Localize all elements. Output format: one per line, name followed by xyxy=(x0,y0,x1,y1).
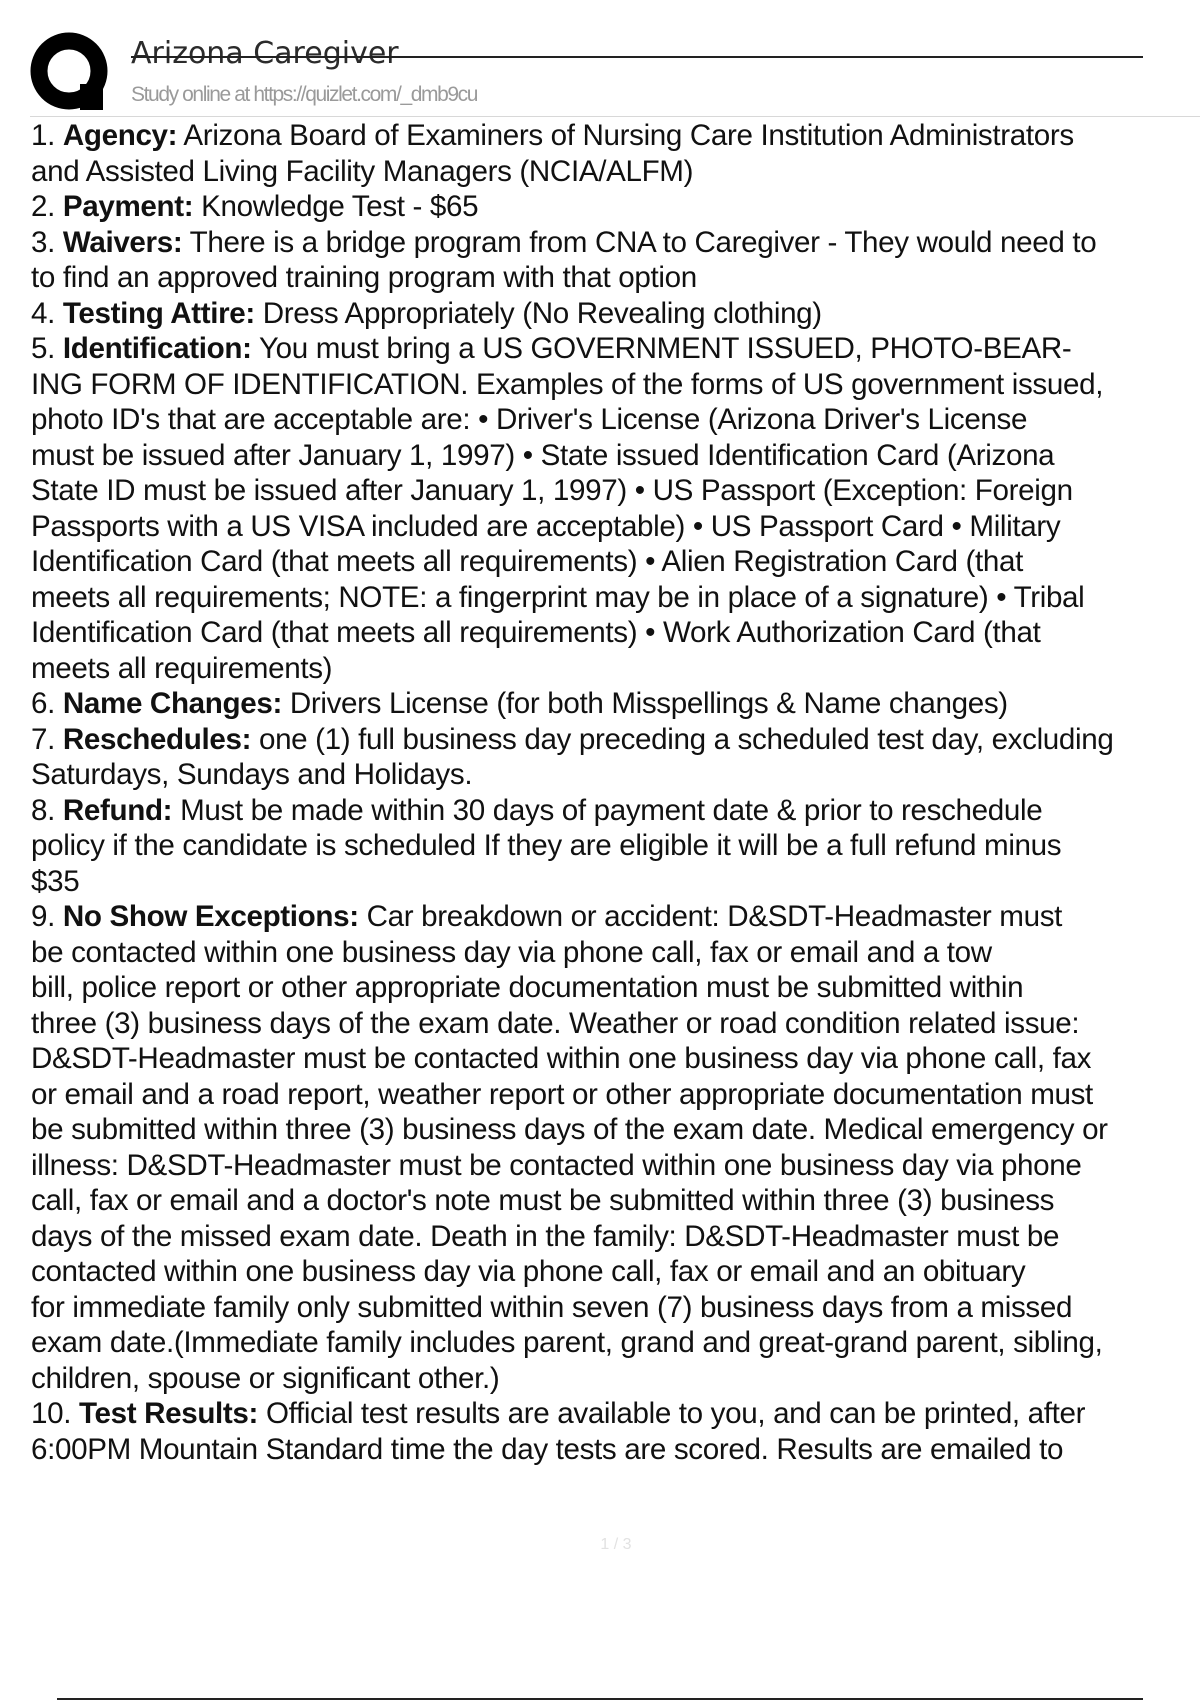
item-definition: or email and a road report, weather report or other appropriate documentation must xyxy=(31,1077,1093,1111)
flashcard-item xyxy=(31,899,1200,1396)
text-line xyxy=(31,1254,1200,1290)
item-definition: call, fax or email and a doctor's note must be submitted within three (3) business xyxy=(31,1184,1055,1217)
flashcard-item xyxy=(31,189,1200,225)
text-line xyxy=(31,793,1200,829)
item-definition: $35 xyxy=(31,864,80,898)
text-line xyxy=(31,580,1200,616)
item-definition: ING FORM OF IDENTIFICATION. Examples of the forms of US government issued, xyxy=(31,367,1104,401)
item-definition: Identification Card (that meets all requirements) • Work Authorization Card (that xyxy=(31,616,1041,649)
text-line xyxy=(31,402,1200,438)
text-line xyxy=(31,118,1200,154)
page-header xyxy=(0,0,1200,118)
flashcard-item xyxy=(31,331,1200,686)
item-definition: Passports with a US VISA included are acceptable) • US Passport Card • Military xyxy=(31,509,1061,543)
text-line xyxy=(31,1041,1200,1077)
item-definition: Dress Appropriately (No Revealing clothing) xyxy=(262,296,822,330)
item-term: Payment: xyxy=(62,190,194,223)
item-definition: Must be made within 30 days of payment date & prior to reschedule xyxy=(180,793,1043,827)
item-definition: must be issued after January 1, 1997) • State issued Identification Card (Arizona xyxy=(31,438,1055,472)
text-line xyxy=(31,970,1200,1006)
item-number: 9. xyxy=(31,900,55,933)
quizlet-logo-icon xyxy=(30,32,114,116)
flashcard-item xyxy=(31,722,1200,793)
text-line xyxy=(31,509,1200,545)
flashcard-list xyxy=(31,118,1200,1467)
header-divider xyxy=(30,116,1200,117)
item-term: Refund: xyxy=(62,793,173,827)
text-line xyxy=(31,615,1200,651)
text-line xyxy=(31,367,1200,403)
flashcard-item xyxy=(31,686,1200,722)
item-definition: one (1) full business day preceding a scheduled test day, excluding xyxy=(258,722,1114,756)
text-line xyxy=(31,1432,1200,1468)
item-definition: 6:00PM Mountain Standard time the day tests are scored. Results are emailed to xyxy=(31,1432,1064,1466)
page-number: 1 / 3 xyxy=(600,1536,632,1553)
text-line xyxy=(31,1290,1200,1326)
text-line xyxy=(31,864,1200,900)
item-number: 1. xyxy=(31,119,55,152)
text-line xyxy=(31,296,1200,332)
item-number: 8. xyxy=(31,793,55,827)
text-line xyxy=(31,1325,1200,1361)
item-definition: meets all requirements) xyxy=(31,651,333,685)
item-definition: State ID must be issued after January 1, 1997) • US Passport (Exception: Foreign xyxy=(31,474,1073,507)
item-number: 6. xyxy=(31,687,55,720)
text-line xyxy=(31,651,1200,687)
item-term: No Show Exceptions: xyxy=(62,900,359,933)
text-line xyxy=(31,1219,1200,1255)
item-definition: Identification Card (that meets all requirements) • Alien Registration Card (that xyxy=(31,545,1023,578)
flashcard-item xyxy=(31,793,1200,900)
item-definition: be submitted within three (3) business days of the exam date. Medical emergency or xyxy=(31,1113,1108,1146)
item-definition: Car breakdown or accident: D&SDT-Headmaster must xyxy=(366,900,1063,933)
item-term: Test Results: xyxy=(78,1397,259,1430)
text-line xyxy=(31,757,1200,793)
item-definition: Official test results are available to you, and can be printed, after xyxy=(265,1397,1086,1430)
flashcard-item xyxy=(31,296,1200,332)
flashcard-item xyxy=(31,118,1200,189)
item-number: 2. xyxy=(31,190,55,223)
text-line xyxy=(31,473,1200,509)
item-definition: You must bring a US GOVERNMENT ISSUED, PHOTO-BEAR- xyxy=(258,332,1072,365)
item-definition: contacted within one business day via phone call, fax or email and an obituary xyxy=(31,1255,1026,1288)
item-number: 5. xyxy=(31,332,55,365)
item-definition: meets all requirements; NOTE: a fingerprint may be in place of a signature) • Tribal xyxy=(31,580,1085,614)
item-definition: three (3) business days of the exam date. Weather or road condition related issue: xyxy=(31,1006,1080,1040)
item-number: 7. xyxy=(31,722,55,756)
item-definition: and Assisted Living Facility Managers (NCIA/ALFM) xyxy=(31,154,694,188)
text-line xyxy=(31,189,1200,225)
item-definition: children, spouse or significant other.) xyxy=(31,1361,500,1395)
text-line xyxy=(31,225,1200,261)
item-term: Identification: xyxy=(62,332,252,365)
text-line xyxy=(31,260,1200,296)
item-definition: Drivers License (for both Misspellings & Name changes) xyxy=(289,687,1008,720)
text-line xyxy=(31,154,1200,190)
item-definition: to find an approved training program with that option xyxy=(31,261,697,294)
text-line xyxy=(31,1006,1200,1042)
flashcard-item xyxy=(31,225,1200,296)
text-line xyxy=(31,438,1200,474)
title-rule xyxy=(131,56,1143,58)
item-term: Name Changes: xyxy=(62,687,282,720)
item-definition: be contacted within one business day via phone call, fax or email and a tow xyxy=(31,935,992,969)
item-definition: bill, police report or other appropriate documentation must be submitted within xyxy=(31,971,1024,1004)
item-definition: days of the missed exam date. Death in the family: D&SDT-Headmaster must be xyxy=(31,1219,1060,1253)
text-line xyxy=(31,828,1200,864)
text-line xyxy=(31,1077,1200,1113)
item-definition: Arizona Board of Examiners of Nursing Care Institution Administrators xyxy=(183,119,1074,152)
item-definition: policy if the candidate is scheduled If they are eligible it will be a full refund minus xyxy=(31,829,1062,862)
text-line xyxy=(31,544,1200,580)
text-line xyxy=(31,331,1200,367)
item-definition: D&SDT-Headmaster must be contacted within one business day via phone call, fax xyxy=(31,1042,1092,1075)
text-line xyxy=(31,686,1200,722)
text-line xyxy=(31,1361,1200,1397)
item-term: Reschedules: xyxy=(62,722,252,756)
flashcard-item xyxy=(31,1396,1200,1467)
item-number: 3. xyxy=(31,225,55,259)
text-line xyxy=(31,935,1200,971)
item-definition: illness: D&SDT-Headmaster must be contacted within one business day via phone xyxy=(31,1148,1082,1182)
item-definition: Knowledge Test - $65 xyxy=(201,190,479,223)
text-line xyxy=(31,1112,1200,1148)
item-definition: for immediate family only submitted within seven (7) business days from a missed xyxy=(31,1290,1073,1324)
item-definition: exam date.(Immediate family includes parent, grand and great-grand parent, sibling, xyxy=(31,1326,1103,1359)
study-link[interactable]: Study online at https://quizlet.com/_dmb9cu xyxy=(131,83,478,106)
item-definition: There is a bridge program from CNA to Caregiver - They would need to xyxy=(189,225,1097,259)
item-definition: Saturdays, Sundays and Holidays. xyxy=(31,758,473,791)
text-line xyxy=(31,1396,1200,1432)
item-term: Waivers: xyxy=(62,225,183,259)
item-term: Testing Attire: xyxy=(62,296,255,330)
item-number: 4. xyxy=(31,296,55,330)
text-line xyxy=(31,1148,1200,1184)
item-definition: photo ID's that are acceptable are: • Driver's License (Arizona Driver's License xyxy=(31,403,1028,436)
item-term: Agency: xyxy=(62,119,178,152)
text-line xyxy=(31,899,1200,935)
document-title: Arizona Caregiver xyxy=(131,36,399,71)
text-line xyxy=(31,1183,1200,1219)
text-line xyxy=(31,722,1200,758)
item-number: 10. xyxy=(31,1397,72,1430)
